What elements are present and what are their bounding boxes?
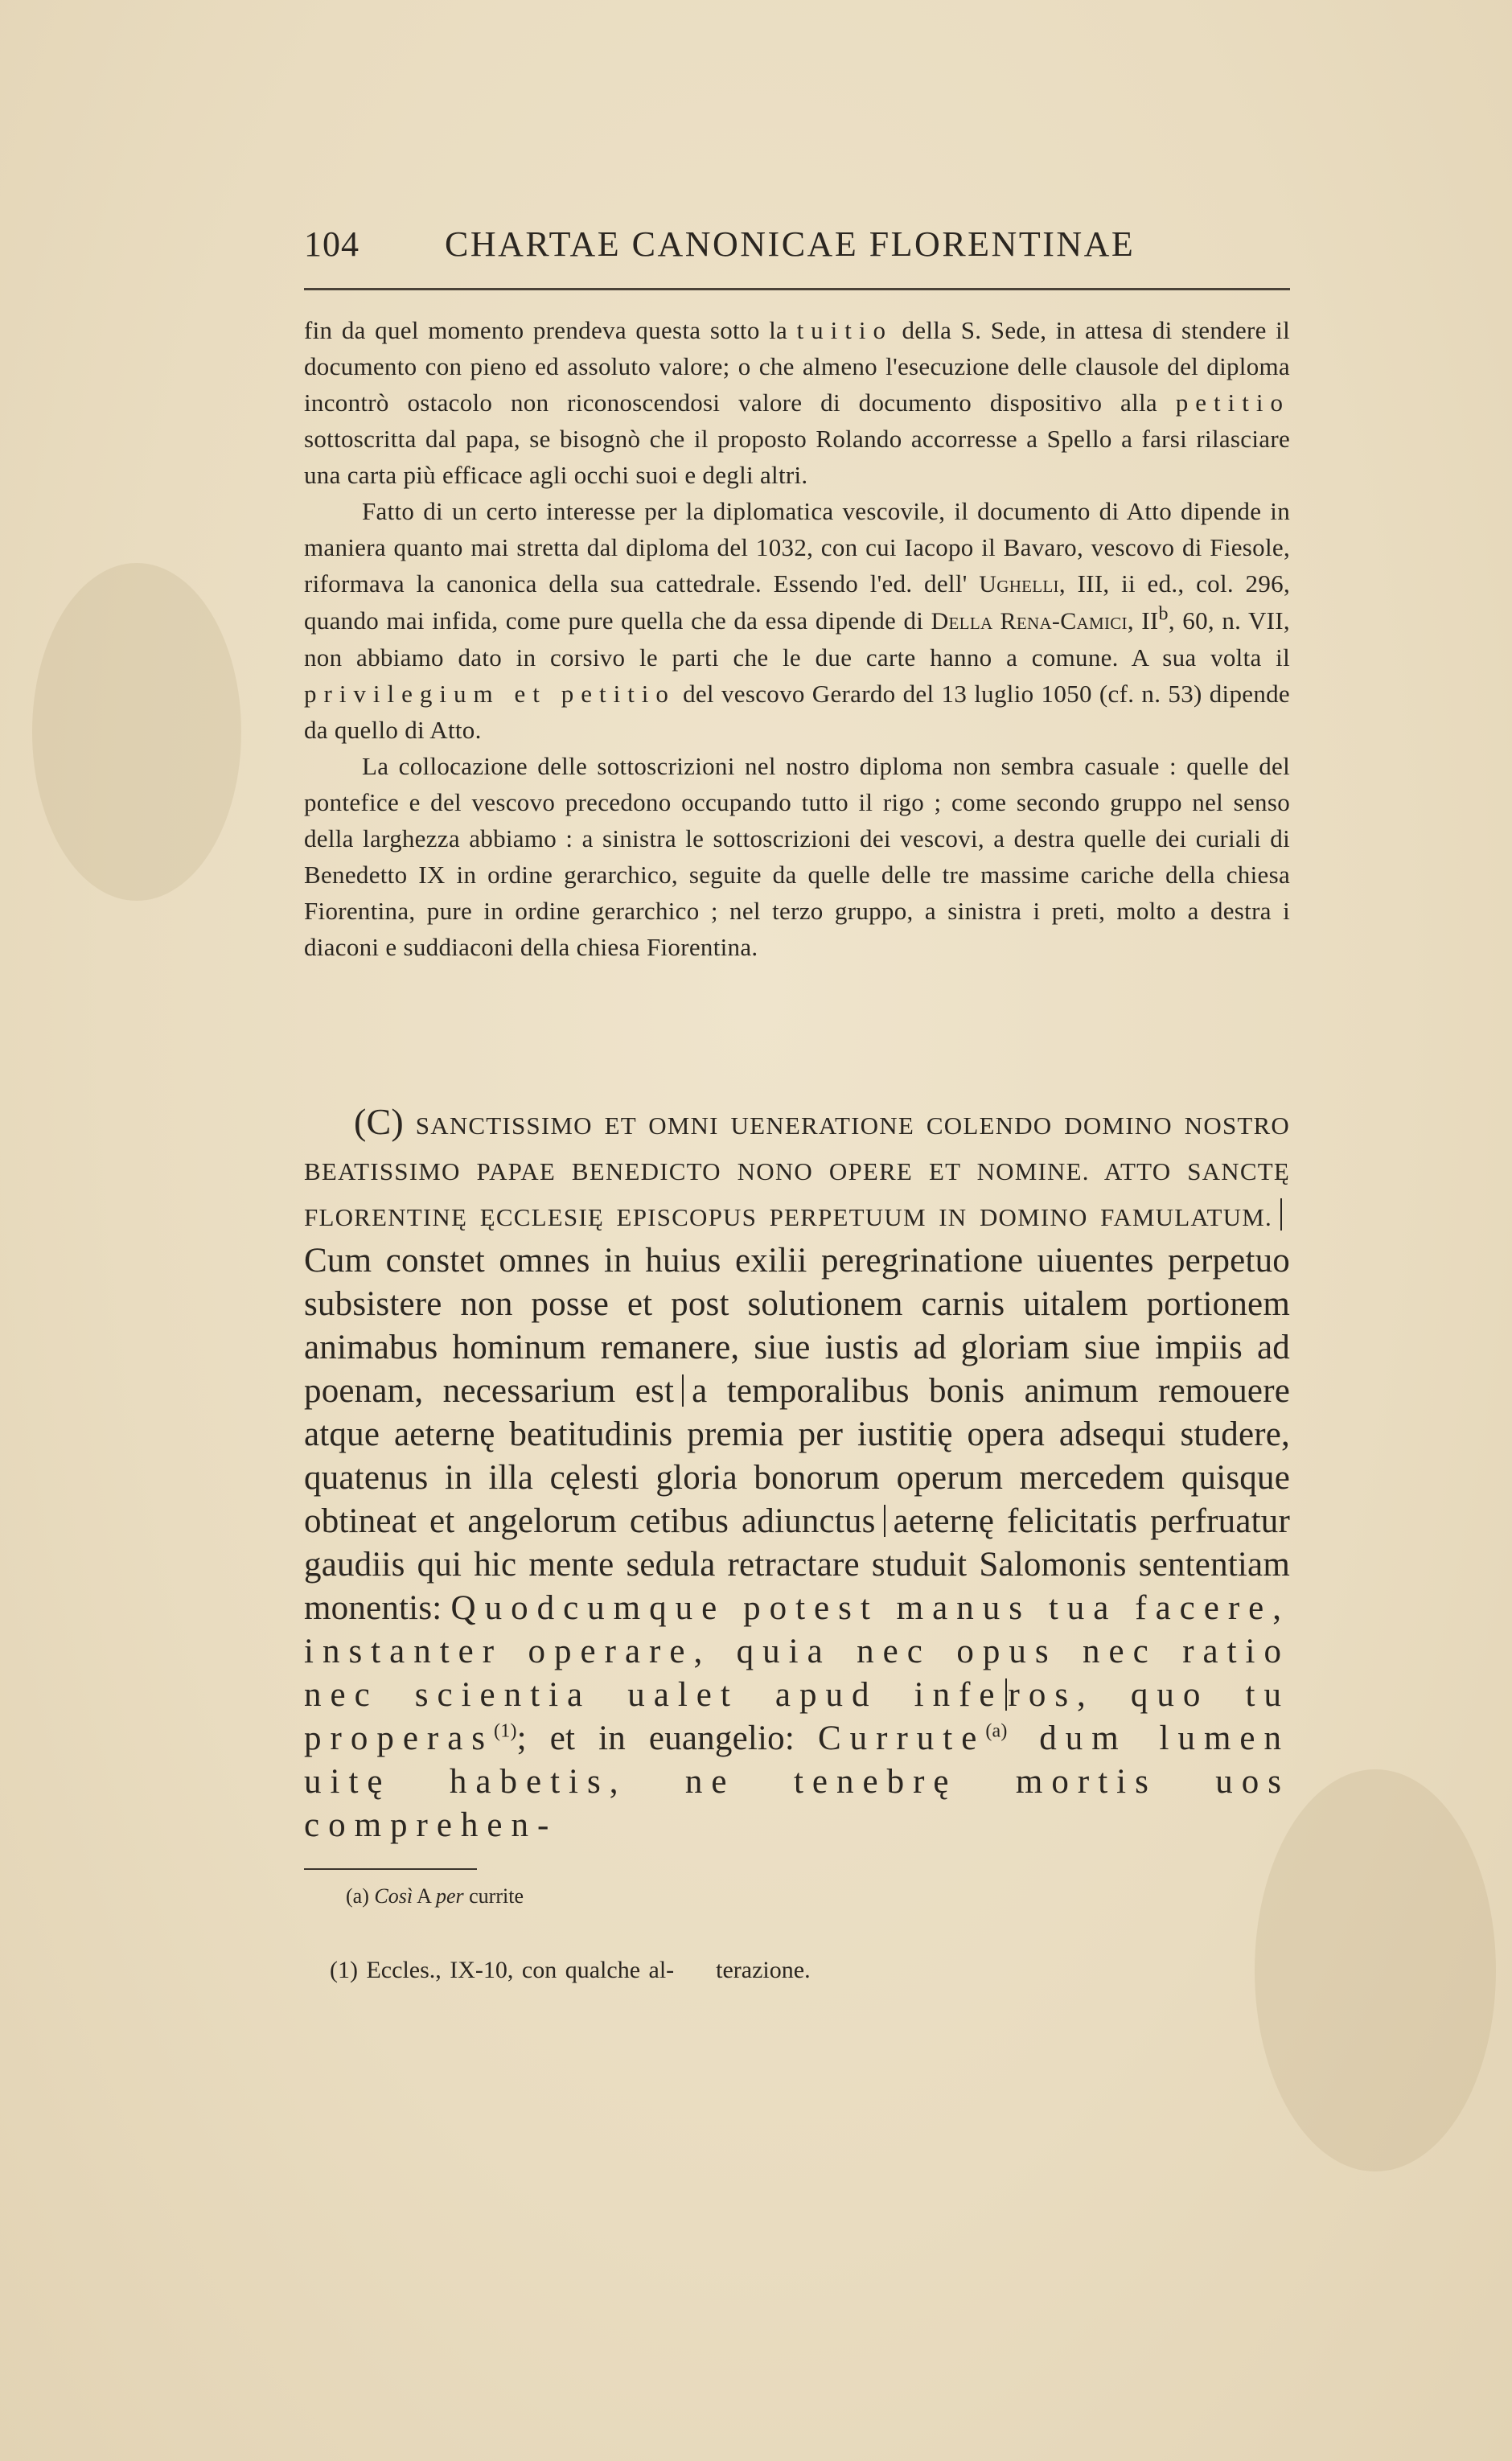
latin-body-2: a temporalibus bonis animum remouere atque aeternę beatitudinis premia per iustitię opera adsequi studere, quatenus in illa cęlesti gloria bonorum operum mercedem quisque obtineat et angelorum cetibus adiunctus [304, 1372, 1290, 1540]
quotation-1a: Quodcumque potest manus tua facere, instanter operare, quia nec opus nec ratio nec scientia ualet apud infe [304, 1589, 1291, 1714]
footnote-text: terazione. [716, 1957, 811, 1983]
text-run: sottoscritta dal papa, se bisognò che il proposto Rolando accorresse a Spello a farsi rilasciare una carta più efficace agli occhi suoi e degli altri. [304, 425, 1290, 489]
commentary-text [304, 312, 1290, 965]
text-run: , III, ii ed., col. 296, quando mai infida, come pure quella che da essa dipende di [304, 569, 1291, 635]
line-divider [682, 1374, 684, 1407]
latin-body-1: Cum constet omnes in huius exilii peregrinatione uiuentes perpetuo subsistere non posse et post solutionem carnis uitalem portionem animabus hominum remanere, siue iustis ad gloriam siue impiis ad poenam, necessarium est [304, 1242, 1290, 1410]
footnote-rule [304, 1868, 477, 1870]
text-run: del vescovo Gerardo del 13 luglio 1050 (cf. n. 53) dipende da quello di Atto. [304, 680, 1290, 744]
footnote-label: (1) [330, 1957, 358, 1983]
paper-stain [1255, 1769, 1496, 2171]
text-run: , 60, n. VII, non abbiamo dato in corsivo le parti che le due carte hanno a comune. A sua volta il [304, 606, 1290, 672]
spaced-term: petitio [1175, 388, 1290, 417]
commentary-paragraph-1 [304, 312, 1290, 493]
paper-stain [32, 563, 241, 901]
footnote-text: per [435, 1884, 464, 1908]
spaced-term: tuitio [796, 316, 894, 344]
latin-document [304, 1100, 1290, 1847]
line-divider [1280, 1198, 1282, 1230]
text-run: fin da quel momento prendeva questa sotto la [304, 316, 797, 344]
superscript: b [1158, 603, 1169, 625]
footnote-text: A [413, 1884, 436, 1908]
line-divider [884, 1505, 885, 1537]
note-reference: (1) [494, 1720, 517, 1742]
text-run: Fatto di un certo interesse per la diplomatica vescovile, il documento di Atto dipende in maniera quanto mai stretta dal diploma del 1032, con cui Iacopo il Bavaro, vescovo di Fiesole, riformava la canonica della sua cattedrale. Essendo l'ed. dell' [304, 497, 1290, 598]
running-title: CHARTAE CANONICAE FLORENTINAE [445, 224, 1136, 264]
quotation-1b: ros, quo tu properas [304, 1676, 1290, 1757]
text-run: della S. Sede, in attesa di stendere il documento con pieno ed assoluto valore; o che almeno l'esecuzione delle clausole del diploma incontrò ostacolo non riconoscendosi valore di documento dispositivo alla [304, 316, 1290, 417]
note-reference: (a) [985, 1720, 1008, 1742]
author-name: Ughelli [979, 571, 1059, 598]
footnote-label: (a) [346, 1884, 369, 1908]
text-run: , II [1127, 606, 1159, 635]
running-header [304, 224, 1290, 290]
latin-heading: SANCTISSIMO ET OMNI UENERATIONE COLENDO DOMINO NOSTRO BEATISSIMO PAPAE BENEDICTO NONO OPERE ET NOMINE. ATTO SANCTĘ FLORENTINĘ ĘCCLESIĘ EPISCOPUS PERPETUUM IN DOMINO FAMULATUM. [304, 1111, 1290, 1231]
spaced-term: privilegium et petitio [304, 680, 676, 708]
quotation-2b: dum lumen uitę habetis, ne tenebrę mortis uos comprehen- [304, 1719, 1290, 1844]
footnote-text: Eccles., IX-10, con qualche al- [366, 1957, 675, 1983]
section-marker: (C) [354, 1101, 404, 1142]
latin-mid: ; et in euangelio: [516, 1719, 818, 1757]
commentary-paragraph-2 [304, 493, 1290, 748]
footnote-text: currite [463, 1884, 524, 1908]
quotation-2a: Currute [817, 1719, 986, 1757]
page-number: 104 [304, 224, 360, 264]
latin-body-3: aeternę felicitatis perfruatur gaudiis qui hic mente sedula retractare studuit Salomonis sententiam monentis: [304, 1502, 1290, 1627]
footnote-a [346, 1884, 524, 1908]
footnote-1 [330, 1957, 811, 1984]
commentary-paragraph-3: La collocazione delle sottoscrizioni nel nostro diploma non sembra casuale : quelle del pontefice e del vescovo precedono occupando tutto il rigo ; come secondo gruppo nel senso della larghezza abbiamo : a sinistra le sottoscrizioni dei vescovi, a destra quelle dei curiali di Benedetto IX in ordine gerarchico, seguite da quelle delle tre massime cariche della chiesa Fiorentina, pure in ordine gerarchico ; nel terzo gruppo, a sinistra i preti, molto a destra i diaconi e suddiaconi della chiesa Fiorentina. [304, 752, 1290, 961]
line-divider [1005, 1678, 1007, 1711]
footnote-text: Così [374, 1884, 413, 1908]
author-name: Della Rena-Camici [931, 608, 1128, 635]
